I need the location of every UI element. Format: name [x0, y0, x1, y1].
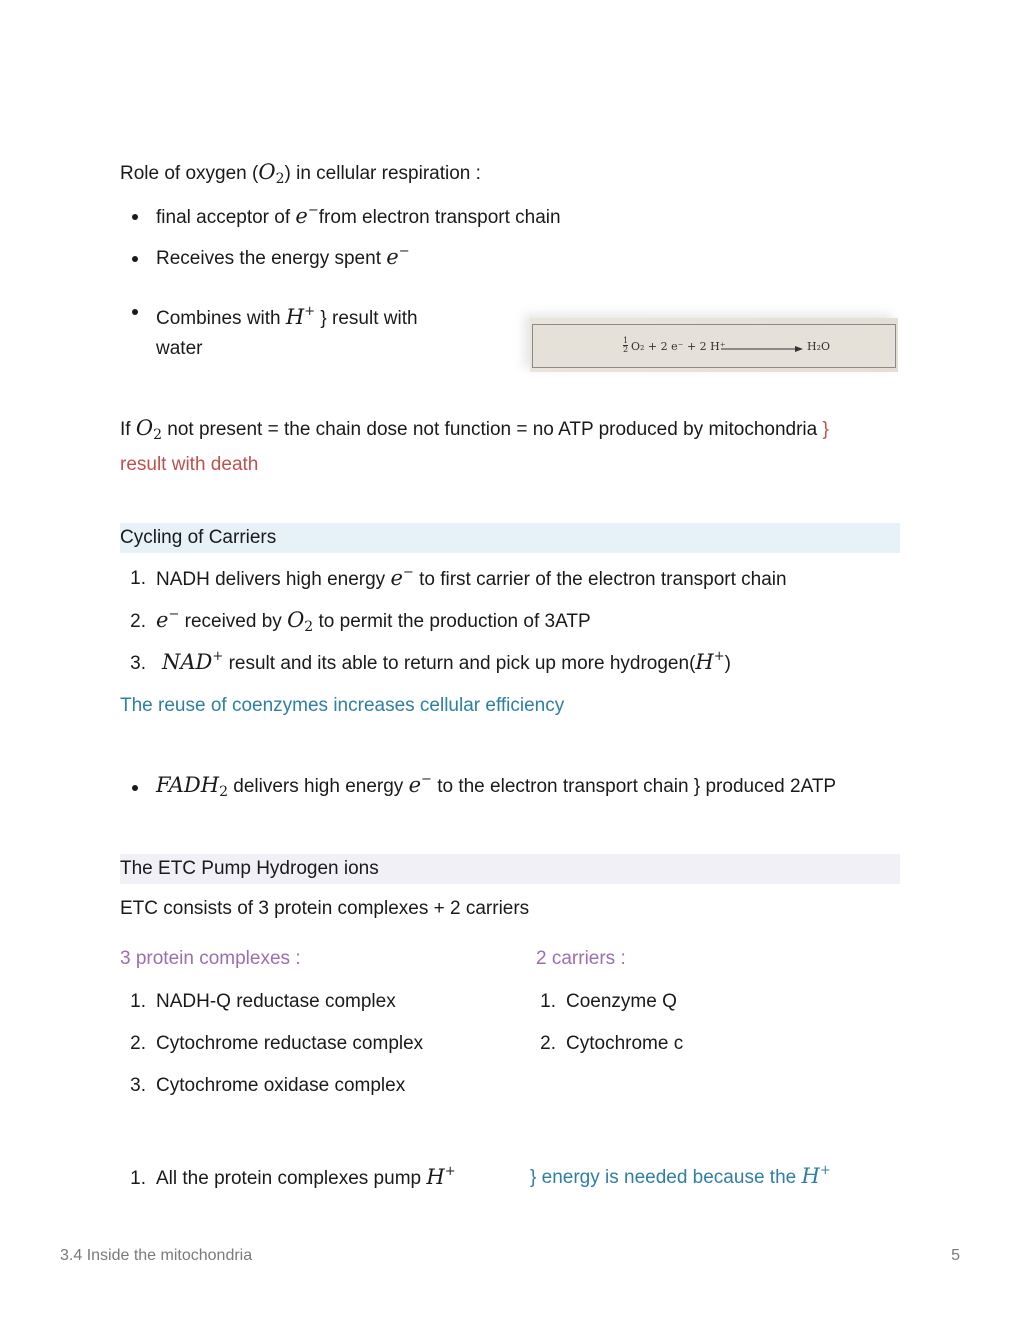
pump-statement: All the protein complexes pump H+: [156, 1164, 456, 1189]
cycling-item-1: NADH delivers high energy e− to first carrier of the electron transport chain: [156, 565, 787, 590]
etc-consists: ETC consists of 3 protein complexes + 2 carriers: [120, 898, 530, 919]
etc-heading: The ETC Pump Hydrogen ions: [120, 854, 900, 884]
carrier-item: Coenzyme Q: [566, 991, 677, 1012]
complex-item: Cytochrome reductase complex: [156, 1033, 424, 1054]
bullet-dot: [132, 214, 138, 220]
equation-fraction: 1 2: [623, 336, 629, 354]
arrow-right-icon: [721, 345, 803, 353]
carriers-heading: 2 carriers :: [536, 948, 626, 969]
oxygen-bullet-water: Combines with H+ } result with water: [156, 304, 418, 359]
bullet-dot: [132, 256, 138, 262]
complex-item: NADH-Q reductase complex: [156, 991, 396, 1012]
complexes-heading: 3 protein complexes :: [120, 948, 301, 969]
bullet-dot: [132, 785, 138, 791]
fadh2-statement: $FADH_2$ delivers high energy e− to the electron transport chain } produced 2ATP: [156, 772, 837, 800]
oxygen-heading: Role of oxygen $(O_2)$ in cellular respiration :: [120, 160, 481, 187]
complex-item: Cytochrome oxidase complex: [156, 1075, 406, 1096]
oxygen-bullet-energy: Receives the energy spent e−: [156, 244, 410, 269]
bullet-dot: [132, 309, 138, 315]
equation-rhs: H₂O: [807, 340, 831, 353]
water-equation-figure: [530, 318, 898, 372]
oxygen-bullet-acceptor: final acceptor of e−from electron transport chain: [156, 203, 561, 228]
cycling-heading: Cycling of Carriers: [120, 523, 900, 553]
cycling-item-2: e− received by $O_2$ to permit the production of 3ATP: [156, 607, 591, 635]
page-number: 5: [951, 1247, 960, 1264]
equation-lhs: O₂ + 2 e⁻ + 2 H⁺: [631, 340, 726, 353]
carrier-item: Cytochrome c: [566, 1033, 684, 1054]
reuse-note: The reuse of coenzymes increases cellular efficiency: [120, 695, 565, 716]
no-oxygen-statement: If $O_2$ not present = the chain dose not function = no ATP produced by mitochondria } result with death: [120, 416, 829, 475]
footer-section-title: 3.4 Inside the mitochondria: [60, 1247, 253, 1264]
cycling-item-3: NAD+ result and its able to return and pick up more hydrogen(H+): [162, 649, 731, 674]
pump-energy-note: } energy is needed because the H+: [530, 1163, 831, 1188]
